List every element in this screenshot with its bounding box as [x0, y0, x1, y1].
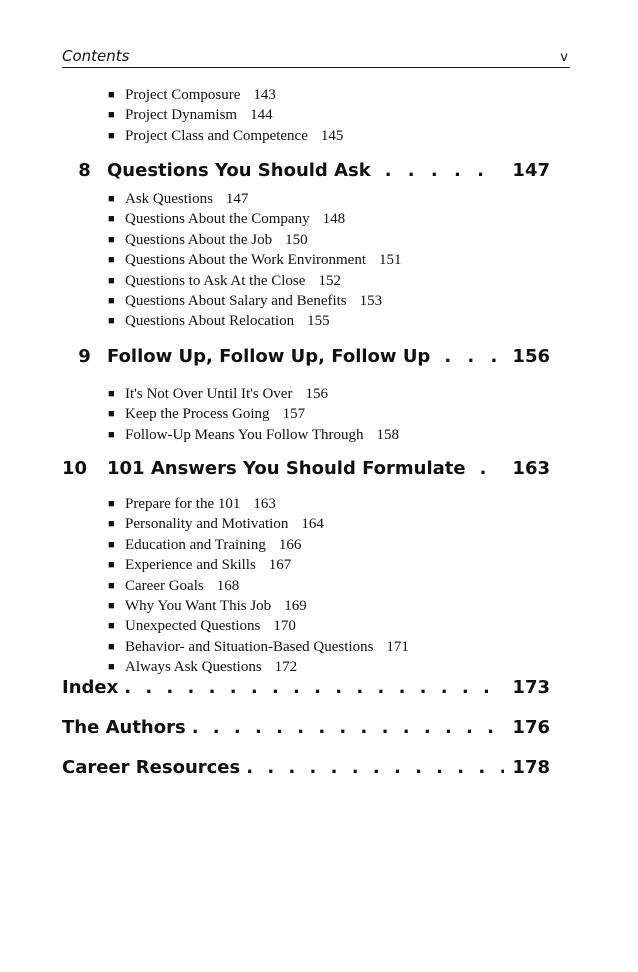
toc-subsection: ■ Experience and Skills 167	[108, 556, 409, 576]
toc-subsection: ■ Follow-Up Means You Follow Through 158	[108, 426, 399, 446]
toc-chapter-9[interactable]	[62, 346, 550, 367]
bullet-icon: ■	[108, 640, 115, 653]
toc-subsection: ■ Career Goals 168	[108, 577, 409, 597]
page-number: v	[560, 50, 568, 65]
bullet-icon: ■	[108, 89, 115, 101]
chapter-number: 8	[78, 160, 91, 181]
chapter-page: 163	[512, 458, 550, 479]
bullet-icon: ■	[108, 518, 115, 531]
chapter-page: 147	[512, 160, 550, 181]
bullet-icon: ■	[108, 295, 115, 308]
toc-subsection: ■ Project Composure 143	[108, 86, 343, 106]
toc-subsection: ■ Behavior- and Situation-Based Questions 171	[108, 638, 409, 658]
toc-subsection: ■ Ask Questions 147	[108, 190, 402, 210]
toc-subsection: ■ Personality and Motivation 164	[108, 515, 409, 535]
toc-subsection: ■ Questions About the Company 148	[108, 210, 402, 230]
bullet-icon: ■	[108, 559, 115, 572]
toc-subsection: ■ Unexpected Questions 170	[108, 617, 409, 637]
dot-leader	[124, 677, 504, 698]
chapter-title: Questions You Should Ask	[107, 160, 371, 181]
toc-subsection: ■ Always Ask Questions 172	[108, 658, 409, 678]
bullet-icon: ■	[108, 600, 115, 613]
back-matter-page: 176	[512, 717, 550, 738]
chapter-number: 10	[62, 458, 88, 479]
bullet-icon: ■	[108, 661, 115, 674]
back-matter-title: Index	[62, 677, 119, 698]
toc-subsection-list	[108, 86, 343, 147]
toc-subsection: ■ Questions About Relocation 155	[108, 312, 402, 332]
bullet-icon: ■	[108, 579, 115, 592]
bullet-icon: ■	[108, 274, 115, 287]
dot-leader	[385, 160, 503, 181]
chapter-page: 156	[512, 346, 550, 367]
running-header-title: Contents	[62, 47, 130, 65]
toc-subsection-list	[108, 495, 409, 679]
bullet-icon: ■	[108, 213, 115, 226]
toc-chapter-8[interactable]	[62, 160, 550, 181]
toc-chapter-10[interactable]	[62, 458, 550, 479]
back-matter-page: 173	[512, 677, 550, 698]
back-matter-title: The Authors	[62, 717, 186, 738]
toc-subsection-list	[108, 190, 402, 333]
back-matter-title: Career Resources	[62, 757, 241, 778]
chapter-title: 101 Answers You Should Formulate	[107, 458, 466, 479]
dot-leader	[444, 346, 502, 367]
toc-subsection: ■ Why You Want This Job 169	[108, 597, 409, 617]
back-matter-page: 178	[512, 757, 550, 778]
toc-subsection: ■ Questions About the Work Environment 151	[108, 251, 402, 271]
bullet-icon: ■	[108, 233, 115, 246]
toc-index[interactable]	[62, 677, 550, 698]
bullet-icon: ■	[108, 538, 115, 551]
bullet-icon: ■	[108, 620, 115, 633]
toc-subsection: ■ It's Not Over Until It's Over 156	[108, 385, 399, 405]
bullet-icon: ■	[108, 388, 115, 400]
bullet-icon: ■	[108, 428, 115, 441]
bullet-icon: ■	[108, 129, 115, 142]
bullet-icon: ■	[108, 315, 115, 328]
toc-subsection-list	[108, 385, 399, 446]
running-header	[62, 47, 570, 68]
toc-subsection: ■ Prepare for the 101 163	[108, 495, 409, 515]
bullet-icon: ■	[108, 254, 115, 267]
toc-subsection: ■ Questions About Salary and Benefits 153	[108, 292, 402, 312]
chapter-title: Follow Up, Follow Up, Follow Up	[107, 346, 431, 367]
toc-career-resources[interactable]	[62, 757, 550, 778]
bullet-icon: ■	[108, 193, 115, 205]
dot-leader	[192, 717, 505, 738]
bullet-icon: ■	[108, 109, 115, 122]
dot-leader	[246, 757, 504, 778]
toc-subsection: ■ Project Dynamism 144	[108, 106, 343, 126]
bullet-icon: ■	[108, 408, 115, 421]
toc-subsection: ■ Questions to Ask At the Close 152	[108, 272, 402, 292]
dot-leader	[480, 458, 503, 479]
toc-subsection: ■ Questions About the Job 150	[108, 231, 402, 251]
chapter-number: 9	[78, 346, 91, 367]
toc-the-authors[interactable]	[62, 717, 550, 738]
toc-subsection: ■ Project Class and Competence 145	[108, 127, 343, 147]
toc-subsection: ■ Education and Training 166	[108, 536, 409, 556]
toc-subsection: ■ Keep the Process Going 157	[108, 405, 399, 425]
bullet-icon: ■	[108, 498, 115, 510]
